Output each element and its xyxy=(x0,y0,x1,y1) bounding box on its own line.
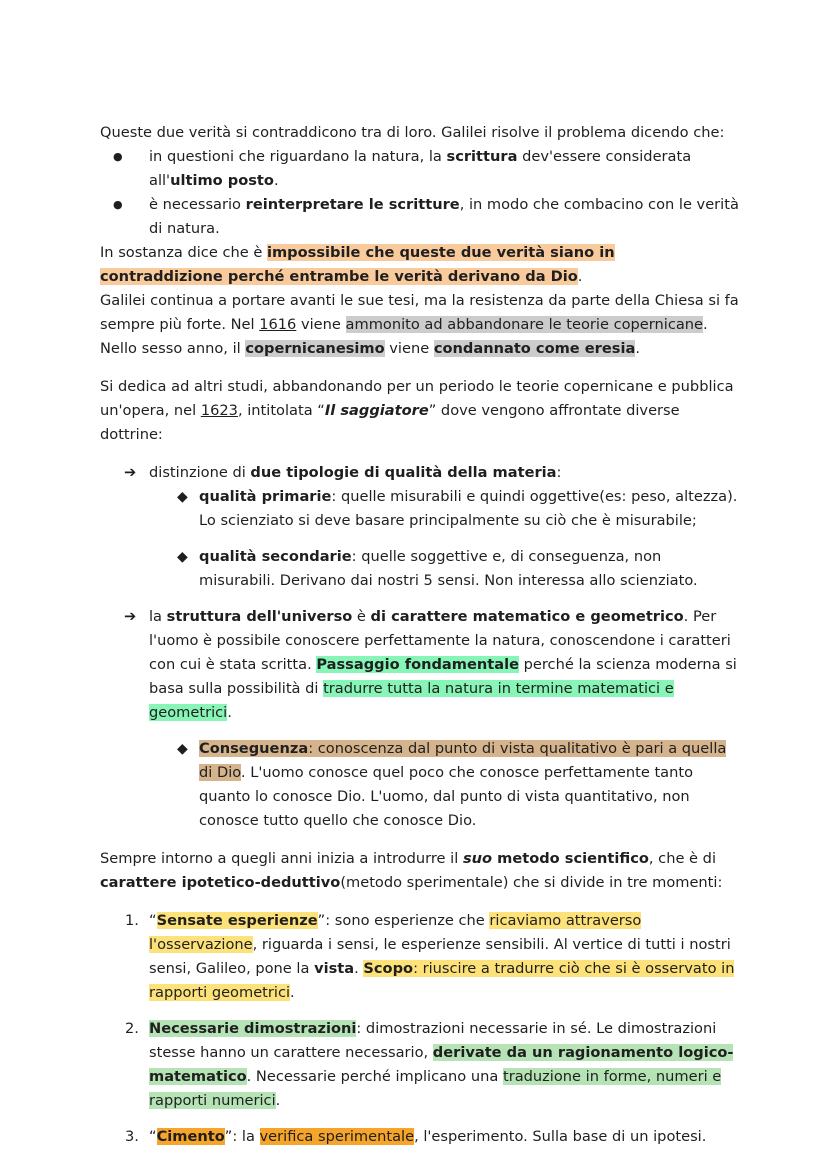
highlight-tan: Conseguenza: conoscenza dal punto di vista qualitativo è pari a quella di Dio xyxy=(199,740,727,781)
diamond-icon: ◆ xyxy=(177,489,188,505)
church-paragraph: Galilei continua a portare avanti le sue tesi, ma la resistenza da parte della Chiesa si fa sempre più forte. Nel 1616 viene ammonito ad abbandonare le teorie copernicane. Nello sesso anno, il copernicanesimo viene condannato come eresia. xyxy=(100,292,739,357)
item-number: 2. xyxy=(125,1020,139,1037)
document-body xyxy=(100,121,740,1149)
intro-paragraph: Queste due verità si contraddicono tra di loro. Galilei risolve il problema dicendo che: xyxy=(100,124,725,141)
method-paragraph: Sempre intorno a quegli anni inizia a introdurre il suo metodo scientifico, che è di carattere ipotetico-deduttivo(metodo sperimentale) che si divide in tre momenti: xyxy=(100,850,723,891)
diamond-item: ◆ Conseguenza: conoscenza dal punto di vista qualitativo è pari a quella di Dio. L'uomo conosce quel poco che conosce perfettamente tanto quanto lo conosce Dio. L'uomo, dal punto di vista quantitativo, non conosce tutto quello che conosce Dio. xyxy=(100,737,740,833)
arrow-icon: ➔ xyxy=(124,464,137,481)
highlight-light-green: Necessarie dimostrazioni xyxy=(149,1020,357,1037)
diamond-icon: ◆ xyxy=(177,549,188,565)
diamond-item: ◆ qualità primarie: quelle misurabili e quindi oggettive(es: peso, altezza). Lo scienziato si deve basare principalmente su ciò che è misurabile; xyxy=(100,485,740,533)
item-number: 3. xyxy=(125,1128,139,1145)
arrow-item: ➔ la struttura dell'universo è di carattere matematico e geometrico. Per l'uomo è possibile conoscere perfettamente la natura, conoscendone i caratteri con cui è stata scritta. Passaggio fondamentale perché la scienza moderna si basa sulla possibilità di tradurre tutta la natura in termine matematici e geometrici. xyxy=(100,605,740,725)
highlight-gray: copernicanesimo xyxy=(245,340,385,357)
highlight-peach: impossibile che queste due verità siano in contraddizione perché entrambe le verità derivano da Dio xyxy=(100,244,615,285)
highlight-green: tradurre tutta la natura in termine matematici e geometrici xyxy=(149,680,674,721)
bullet-item: ● in questioni che riguardano la natura, la scrittura dev'essere considerata all'ultimo posto. xyxy=(100,145,740,193)
numbered-item: 3. “Cimento”: la verifica sperimentale, l'esperimento. Sulla base di un ipotesi. xyxy=(100,1125,740,1149)
highlight-orange: Cimento xyxy=(156,1128,225,1145)
bullet-list xyxy=(100,145,740,241)
highlight-gray: condannato come eresia xyxy=(433,340,636,357)
highlight-light-green: derivate da un ragionamento logico-matematico xyxy=(149,1044,734,1085)
diamond-icon: ◆ xyxy=(177,741,188,757)
summary-paragraph: In sostanza dice che è impossibile che queste due verità siano in contraddizione perché entrambe le verità derivano da Dio. xyxy=(100,244,615,285)
diamond-item: ◆ qualità secondarie: quelle soggettive e, di conseguenza, non misurabili. Derivano dai nostri 5 sensi. Non interessa allo scienziato. xyxy=(100,545,740,593)
year-1616: 1616 xyxy=(259,316,297,333)
highlight-orange: verifica sperimentale xyxy=(259,1128,415,1145)
saggiatore-paragraph: Si dedica ad altri studi, abbandonando per un periodo le teorie copernicane e pubblica un'opera, nel 1623, intitolata “Il saggiatore” dove vengono affrontate diverse dottrine: xyxy=(100,378,734,443)
highlight-gray: ammonito ad abbandonare le teorie copernicane xyxy=(345,316,704,333)
highlight-light-green: traduzione in forme, numeri e rapporti numerici xyxy=(149,1068,722,1109)
highlight-yellow: Scopo: riuscire a tradurre ciò che si è osservato in rapporti geometrici xyxy=(149,960,735,1001)
numbered-item: 1. “Sensate esperienze”: sono esperienze che ricaviamo attraverso l'osservazione, riguarda i sensi, le esperienze sensibili. Al vertice di tutti i nostri sensi, Galileo, pone la vista. Scopo: riuscire a tradurre ciò che si è osservato in rapporti geometrici. xyxy=(100,909,740,1005)
year-1623: 1623 xyxy=(200,402,238,419)
arrow-icon: ➔ xyxy=(124,608,137,625)
highlight-yellow: ricaviamo attraverso l'osservazione xyxy=(149,912,642,953)
arrow-item: ➔ distinzione di due tipologie di qualità della materia: xyxy=(100,461,740,485)
numbered-item: 2. Necessarie dimostrazioni: dimostrazioni necessarie in sé. Le dimostrazioni stesse hanno un carattere necessario, derivate da un ragionamento logico-matematico. Necessarie perché implicano una traduzione in forme, numeri e rapporti numerici. xyxy=(100,1017,740,1113)
highlight-yellow: Sensate esperienze xyxy=(156,912,318,929)
book-title: Il saggiatore xyxy=(324,402,429,419)
bullet-item: ● è necessario reinterpretare le scritture, in modo che combacino con le verità di natura. xyxy=(100,193,740,241)
highlight-green: Passaggio fondamentale xyxy=(316,656,519,673)
item-number: 1. xyxy=(125,912,139,929)
